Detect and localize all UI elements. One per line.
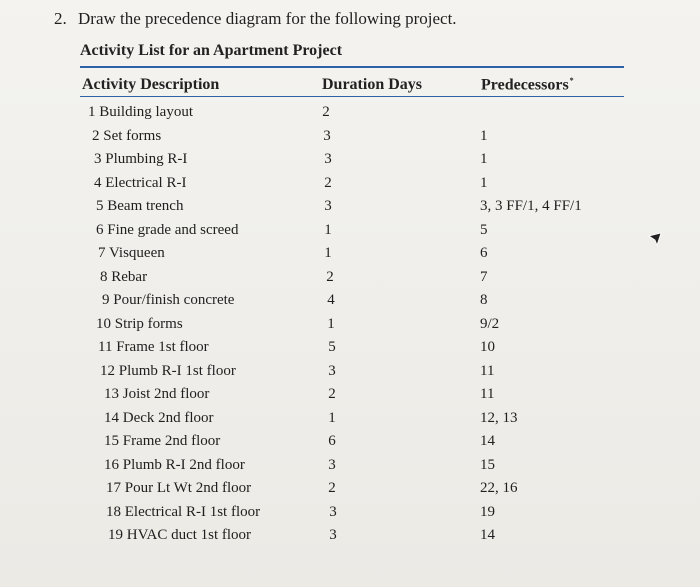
activity-description-cell: 8 Rebar [100,268,148,285]
table-row [0,198,700,220]
table-header-rule [80,96,624,97]
predecessors-cell: 8 [480,292,488,308]
table-row [0,410,700,432]
table-row [0,316,700,338]
activity-description-cell: 16 Plumb R-I 2nd floor [104,456,245,473]
header-predecessors [481,76,574,94]
activity-description-cell: 17 Pour Lt Wt 2nd floor [106,480,252,496]
predecessors-cell: 3, 3 FF/1, 4 FF/1 [480,198,582,214]
duration-cell: 3 [329,503,337,520]
table-row [0,339,700,361]
question-number: 2. [54,9,67,28]
table-row [0,527,700,549]
table-row [0,245,700,267]
duration-cell: 2 [324,174,332,191]
activity-description-cell: 19 HVAC duct 1st floor [108,527,252,543]
predecessors-cell: 22, 16 [480,480,518,496]
activity-description-cell: 6 Fine grade and screed [96,221,239,238]
table-row [0,175,700,197]
table-row [0,128,700,150]
predecessors-cell: 9/2 [480,315,500,332]
predecessors-cell: 15 [480,456,495,473]
table-row [0,222,700,244]
predecessors-cell: 14 [480,433,495,449]
duration-cell: 2 [322,104,330,120]
header-predecessors-mark: * [569,76,574,85]
predecessors-cell: 1 [480,174,488,191]
activity-description-cell: 4 Electrical R-I [94,174,187,191]
activity-description-cell: 5 Beam trench [96,198,184,214]
duration-cell: 1 [324,245,332,261]
activity-description-cell: 7 Visqueen [98,245,165,261]
header-activity-description: Activity Description [82,76,220,93]
predecessors-cell: 19 [480,503,495,520]
activity-description-cell: 12 Plumb R-I 1st floor [100,362,236,379]
table-row [0,386,700,408]
activity-description-cell: 18 Electrical R-I 1st floor [106,503,261,520]
duration-cell: 3 [329,527,337,543]
arrow-pointer-icon [648,232,662,248]
duration-cell: 3 [324,198,332,214]
duration-cell: 3 [328,456,336,473]
duration-cell: 1 [324,221,332,238]
activity-description-cell: 9 Pour/finish concrete [102,292,235,308]
predecessors-cell: 1 [480,151,488,167]
table-row [0,269,700,291]
table-row [0,504,700,526]
duration-cell: 6 [328,433,336,449]
duration-cell: 2 [328,480,336,496]
duration-cell: 3 [324,151,332,167]
predecessors-cell: 12, 13 [480,409,518,426]
question-text: Draw the precedence diagram for the following project. [78,9,457,28]
table-row [0,363,700,385]
predecessors-cell: 14 [480,527,495,543]
table-row [0,433,700,455]
table-row [0,151,700,173]
table-row [0,457,700,479]
duration-cell: 5 [328,339,336,355]
table-row [0,292,700,314]
activity-description-cell: 1 Building layout [88,104,193,120]
predecessors-cell: 7 [480,268,488,285]
header-duration-days: Duration Days [322,76,423,93]
predecessors-cell: 1 [480,127,488,144]
table-top-rule [80,66,624,68]
duration-cell: 2 [326,268,334,285]
activity-description-cell: 3 Plumbing R-I [94,151,188,167]
table-row [0,104,700,126]
table-title: Activity List for an Apartment Project [80,42,343,59]
activity-description-cell: 13 Joist 2nd floor [104,386,210,402]
predecessors-cell: 10 [480,339,495,355]
activity-description-cell: 10 Strip forms [96,315,183,332]
duration-cell: 4 [327,292,335,308]
duration-cell: 1 [327,315,335,332]
duration-cell: 2 [328,386,336,402]
activity-description-cell: 11 Frame 1st floor [98,339,209,355]
duration-cell: 1 [328,409,336,426]
table-row [0,480,700,502]
header-predecessors-label: Predecessors [481,76,569,94]
activity-description-cell: 15 Frame 2nd floor [104,433,221,449]
duration-cell: 3 [323,127,331,144]
duration-cell: 3 [328,362,336,379]
predecessors-cell: 6 [480,245,488,261]
activity-description-cell: 2 Set forms [92,127,162,144]
activity-description-cell: 14 Deck 2nd floor [104,409,214,426]
predecessors-cell: 11 [480,386,495,402]
predecessors-cell: 5 [480,221,488,238]
predecessors-cell: 11 [480,362,495,379]
